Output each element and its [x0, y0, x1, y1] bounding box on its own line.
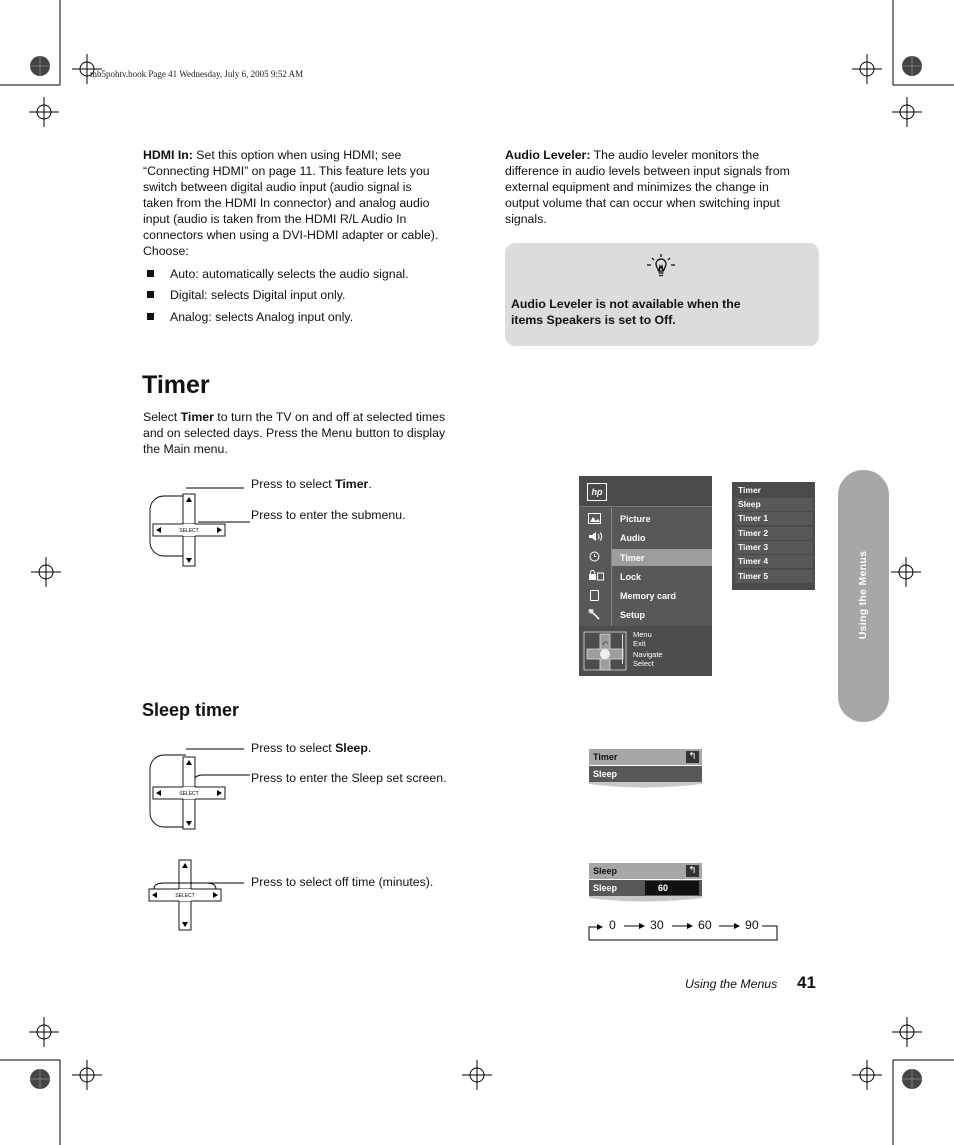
submenu-item-timer-4[interactable]: Timer 4: [735, 555, 813, 568]
leveler-line-0: The audio leveler monitors the: [593, 148, 760, 162]
osd2-sleep-row[interactable]: Sleep: [589, 880, 702, 896]
menu-item-lock[interactable]: Lock: [620, 572, 642, 582]
sleep-heading: Sleep timer: [142, 700, 240, 720]
option-digital: Digital: selects Digital input only.: [147, 287, 345, 303]
section-tab-label: Using the Menus: [857, 550, 869, 640]
note-text: [511, 296, 811, 328]
select-label-3: SELECT: [175, 893, 195, 899]
hdmi-line-4: input (audio is taken from the HDMI R/L Audio In: [143, 212, 407, 226]
sleep-callout-offtime: Press to select off time (minutes).: [251, 875, 434, 889]
sleep-callout-select: Press to select Sleep.: [251, 741, 372, 755]
legend-menu: Menu: [633, 630, 652, 639]
hdmi-paragraph: [143, 147, 463, 259]
sleep-dpad-diagram: [146, 743, 250, 833]
memory-card-icon: [588, 590, 601, 601]
wrench-icon: [588, 609, 601, 620]
svg-text:⤺: ⤺: [601, 641, 609, 647]
legend-navigate: Navigate: [633, 650, 663, 659]
page-number: 41: [797, 973, 816, 992]
leveler-line-2: external equipment and minimizes the change in: [505, 180, 769, 194]
timer-intro-bold: Timer: [180, 410, 214, 424]
menu-item-setup[interactable]: Setup: [620, 610, 646, 620]
hp-logo-icon: [587, 483, 607, 501]
legend-exit: Exit: [633, 639, 646, 648]
osd1-sleep-row[interactable]: Sleep: [589, 766, 702, 782]
menu-divider: [611, 508, 612, 626]
leveler-line-1: difference in audio levels between input signals from: [505, 164, 790, 178]
menu-item-picture[interactable]: Picture: [620, 514, 651, 524]
note-line-0: Audio Leveler is not available when the: [511, 297, 741, 311]
submenu-title: Timer: [735, 484, 813, 497]
submenu-item-sleep[interactable]: Sleep: [735, 498, 813, 511]
hp-logo-text: hp: [591, 487, 603, 497]
cycle-value-90: 90: [745, 918, 759, 932]
select-label: SELECT: [179, 528, 199, 534]
hdmi-line-5: connectors when using a DVI-HDMI adapter or cable).: [143, 228, 439, 242]
submenu-item-timer-3[interactable]: Timer 3: [735, 541, 813, 554]
timer-callout-select: Press to select Timer.: [251, 477, 372, 491]
sleep-callout-enter: Press to enter the Sleep set screen.: [251, 771, 447, 785]
submenu-item-timer-2[interactable]: Timer 2: [735, 527, 813, 540]
timer-callout-enter: Press to enter the submenu.: [251, 508, 406, 522]
menu-item-timer[interactable]: Timer: [620, 553, 645, 563]
timer-intro-pre: Select: [143, 410, 178, 424]
timer-intro-line-2: the Main menu.: [143, 442, 228, 456]
back-arrow-icon[interactable]: ↰: [686, 751, 699, 763]
picture-icon: [588, 513, 601, 524]
leveler-paragraph: [505, 147, 825, 227]
book-header: mb5pohtv.book Page 41 Wednesday, July 6, 2005 9:52 AM: [90, 69, 304, 79]
legend-leader-lines: [622, 634, 633, 664]
cycle-value-0: 0: [609, 918, 616, 932]
osd2-title: Sleep: [589, 863, 702, 879]
speaker-icon: [588, 531, 601, 542]
lock-icon: [588, 570, 601, 581]
note-line-1: items Speakers is set to Off.: [511, 313, 676, 327]
back-arrow-icon-2[interactable]: ↰: [686, 865, 699, 877]
submenu-item-timer-1[interactable]: Timer 1: [735, 512, 813, 525]
hdmi-term: HDMI In:: [143, 148, 193, 162]
timer-dpad-diagram: [146, 480, 250, 570]
hdmi-line-6: Choose:: [143, 244, 189, 258]
submenu-item-timer-5[interactable]: Timer 5: [735, 570, 813, 583]
leveler-line-4: signals.: [505, 212, 547, 226]
menu-item-audio[interactable]: Audio: [620, 533, 646, 543]
timer-intro-line-0: to turn the TV on and off at selected times: [217, 410, 446, 424]
osd1-title: Timer: [589, 749, 702, 765]
offtime-dpad-diagram: [146, 856, 250, 934]
osd-timer-screen: [589, 749, 702, 789]
clock-icon: [588, 551, 601, 562]
menu-item-memory-card[interactable]: Memory card: [620, 591, 677, 601]
leveler-term: Audio Leveler:: [505, 148, 591, 162]
osd2-sleep-value[interactable]: 60: [645, 881, 699, 895]
leveler-line-3: output volume that can occur when switching input: [505, 196, 780, 210]
timer-intro-line-1: and on selected days. Press the Menu button to display: [143, 426, 446, 440]
osd-sleep-screen: [589, 863, 702, 903]
lightbulb-icon: [644, 254, 678, 284]
osd1-bottom-edge: [589, 782, 702, 790]
timer-intro: [143, 409, 463, 457]
cycle-value-60: 60: [698, 918, 712, 932]
legend-select: Select: [633, 659, 654, 668]
hdmi-line-0: Set this option when using HDMI; see: [196, 148, 402, 162]
hdmi-line-1: “Connecting HDMI” on page 11. This feature lets you: [143, 164, 430, 178]
hdmi-line-3: taken from the HDMI In connector) and analog audio: [143, 196, 430, 210]
select-label-2: SELECT: [179, 791, 199, 797]
hdmi-line-2: switch between digital audio input (audio signal is: [143, 180, 412, 194]
timer-heading: Timer: [142, 371, 210, 399]
osd2-bottom-edge: [589, 896, 702, 904]
cycle-value-30: 30: [650, 918, 664, 932]
option-auto: Auto: automatically selects the audio signal.: [147, 266, 409, 282]
option-analog: Analog: selects Analog input only.: [147, 309, 353, 325]
footer-section: Using the Menus: [685, 977, 778, 991]
